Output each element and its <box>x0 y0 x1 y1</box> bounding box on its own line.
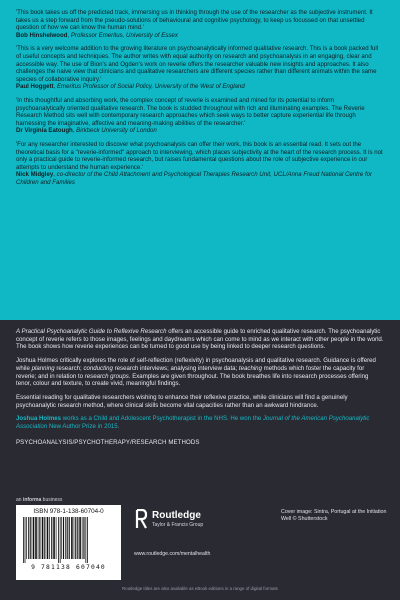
barcode-bar <box>79 517 81 559</box>
barcode-bar <box>23 517 24 563</box>
barcode-bar <box>77 517 78 559</box>
back-cover-footer <box>16 497 386 587</box>
barcode-icon <box>20 517 117 563</box>
publisher-group: Taylor & Francis Group <box>152 522 204 528</box>
barcode-bar <box>58 517 59 563</box>
barcode-bar <box>33 517 35 559</box>
barcode-bar <box>87 517 88 563</box>
author-name: Joshua Holmes <box>16 415 62 423</box>
informa-prefix: an <box>16 497 23 503</box>
barcode-bar <box>47 517 49 559</box>
endorsement-quote: 'In this thoughtful and absorbing work, the complex concept of reverie is examined and mined for its potential to inform psychoanalytically oriented qualitative research. The book is studded throughout with rich and illuminating examples. The Reverie Research Method sits well with contemporary research approaches which seek ways to better capture experiential life through harnessing the imaginative, affective and meaning-making abilities of the researcher.' <box>16 96 365 127</box>
description-text: research interviews; analysing interview data; <box>112 364 239 372</box>
barcode-bar <box>56 517 57 559</box>
endorser-name: Bob Hinshelwood <box>16 31 68 39</box>
barcode-bar <box>60 517 61 563</box>
description-paragraph-2 <box>16 357 384 388</box>
author-bio-text: New Author Prize in 2015. <box>47 423 120 431</box>
publisher-block <box>134 507 264 577</box>
endorsement-quote: 'This book takes us off the predicted track, immersing us in thinking through the use of the researcher as the subjective instrument. It takes us a step forward from the pseudo-solutions of behavioural and cognitive psychology, to keep us focussed on that unsettled question of how we can know the human mind.' <box>16 9 373 32</box>
endorsement-2 <box>16 45 384 91</box>
endorser-affiliation: Birkbeck University of London <box>76 127 157 135</box>
endorser-affiliation: Professor Emeritus, University of Essex <box>70 31 178 39</box>
barcode-bar <box>67 517 68 559</box>
routledge-logo-icon <box>134 509 148 529</box>
barcode-bar <box>38 517 39 559</box>
book-title: A Practical Psychoanalytic Guide to Reflexive Research <box>16 328 167 335</box>
barcode-bar <box>85 517 86 563</box>
publisher-name: Routledge <box>152 510 201 521</box>
endorser-affiliation: co-director of the Child Attachment and Psychological Therapies Research Unit, UCL/Anna Freud National Centre for Children and Families <box>16 171 373 186</box>
barcode-bar <box>51 517 52 559</box>
description-text: offers an accessible guide to enriched qualitative research. The psychoanalytic concept of reverie refers to those images, feelings and daydreams which can come to mind as we interact with other people in the world. The book shows how reverie experiences can be turned to good use by being linked to deeper research questions. <box>16 328 384 351</box>
description-emphasis: planning <box>31 364 55 372</box>
description-text: Joshua Holmes critically explores the role of self-reflection (reflexivity) in psychoanalysis and qualitative research. Guidance is offered while <box>16 357 376 372</box>
informa-brand: informa <box>22 497 42 503</box>
description-text: . Examples are given throughout. The book breathes life into research processes offering tenor, colour and texture, to create vivid, meaningful findings. <box>16 372 369 388</box>
barcode-bar <box>71 517 73 559</box>
endorsement-4 <box>16 141 384 187</box>
barcode-bar <box>44 517 45 559</box>
barcode-bar <box>42 517 44 559</box>
author-bio-text: works as a Child and Adolescent Psychotherapist in the NHS. He won the <box>61 415 263 423</box>
endorsement-3 <box>16 97 384 135</box>
barcode-bar <box>39 517 40 559</box>
description-text: research; <box>54 364 84 372</box>
endorsement-attribution: Bob Hinshelwood, Professor Emeritus, University of Essex <box>16 31 178 39</box>
informa-business-label <box>16 497 62 503</box>
subject-categories: PSYCHOANALYSIS/PSYCHOTHERAPY/RESEARCH METHODS <box>16 438 200 446</box>
isbn-barcode <box>16 505 121 580</box>
endorsement-quote: 'For any researcher interested to discover what psychoanalysis can offer their work, this book is an essential read. It sets out the theoretical basis for a "reverie-informed" approach to interviewing, which places subjectivity at the heart of the research process. It is not only a practical guide to reverie-informed research, but raises fundamental questions about the role of subjective experience in our attempts to understand the human experience.' <box>16 140 383 171</box>
barcode-bar <box>28 517 29 559</box>
isbn-label: ISBN 978-1-138-60704-0 <box>33 508 104 515</box>
publisher-url[interactable]: www.routledge.com/mentalhealth <box>134 551 211 557</box>
description-emphasis: teaching <box>238 364 262 372</box>
description-emphasis: research groups <box>84 372 129 380</box>
barcode-digits: 9 781138 607040 <box>31 564 106 571</box>
endorser-name: Nick Midgley <box>16 171 54 179</box>
barcode-bar <box>69 517 70 559</box>
barcode-bar <box>35 517 37 559</box>
informa-suffix: business <box>41 497 63 503</box>
barcode-bar <box>65 517 66 559</box>
endorser-affiliation: Emeritus Professor of Social Policy, University of the West of England <box>56 83 245 91</box>
endorsement-quote: 'This is a very welcome addition to the growing literature on psychoanalytically informed qualitative research. This is a book packed full of useful concepts and techniques. The author writes with equal authority on research and psychoanalysis in an engaging, clear and accessible way. The use of Bion's and Ogden's work on reverie offers the researcher valuable new insights and approaches. It also challenges the naive view that clinicians and qualitative researchers are different species rather than different animals within the same species of collaborative inquiry.' <box>16 45 379 83</box>
barcode-bar <box>25 517 26 563</box>
barcode-bar <box>75 517 76 559</box>
barcode-bar <box>82 517 83 559</box>
endorsement-1 <box>16 9 384 39</box>
cover-image-credit: Cover image: Sintra, Portugal at the Initiation Well © Shutterstock <box>281 509 387 522</box>
barcode-bar <box>74 517 75 559</box>
barcode-bar <box>30 517 31 559</box>
endorser-name: Paul Hoggett <box>16 83 54 91</box>
endorsement-attribution: Paul Hoggett, Emeritus Professor of Social Policy, University of the West of England <box>16 83 245 91</box>
barcode-bar <box>49 517 50 559</box>
endorser-name: Dr Virginia Eatough <box>16 127 73 135</box>
description-text: methods which foster the capacity for reverie; and in relation to <box>16 364 365 380</box>
endorsement-attribution: Dr Virginia Eatough, Birkbeck University of London <box>16 127 157 135</box>
journal-name: Journal of the American Psychoanalytic Association <box>16 415 370 431</box>
barcode-bar <box>63 517 64 559</box>
description-emphasis: conducting <box>83 364 113 372</box>
barcode-bar <box>61 517 62 559</box>
barcode-bar <box>83 517 84 559</box>
ebook-availability-note: Routledge titles are also available as eBook editions in a range of digital formats <box>122 586 278 591</box>
barcode-bar <box>26 517 27 559</box>
endorsement-attribution: Nick Midgley, co-director of the Child Attachment and Psychological Therapies Research Unit, UCL/Anna Freud National Centre for Children and Families <box>16 171 373 186</box>
barcode-bar <box>53 517 55 559</box>
author-bio <box>16 415 384 430</box>
description-paragraph-3: Essential reading for qualitative researchers wishing to enhance their reflexive practice, while clinicians will find a genuinely psychoanalytic research method, where clinical skills become vital capacities rather than an awkward hindrance. <box>16 393 348 409</box>
description-paragraph-1 <box>16 328 384 351</box>
